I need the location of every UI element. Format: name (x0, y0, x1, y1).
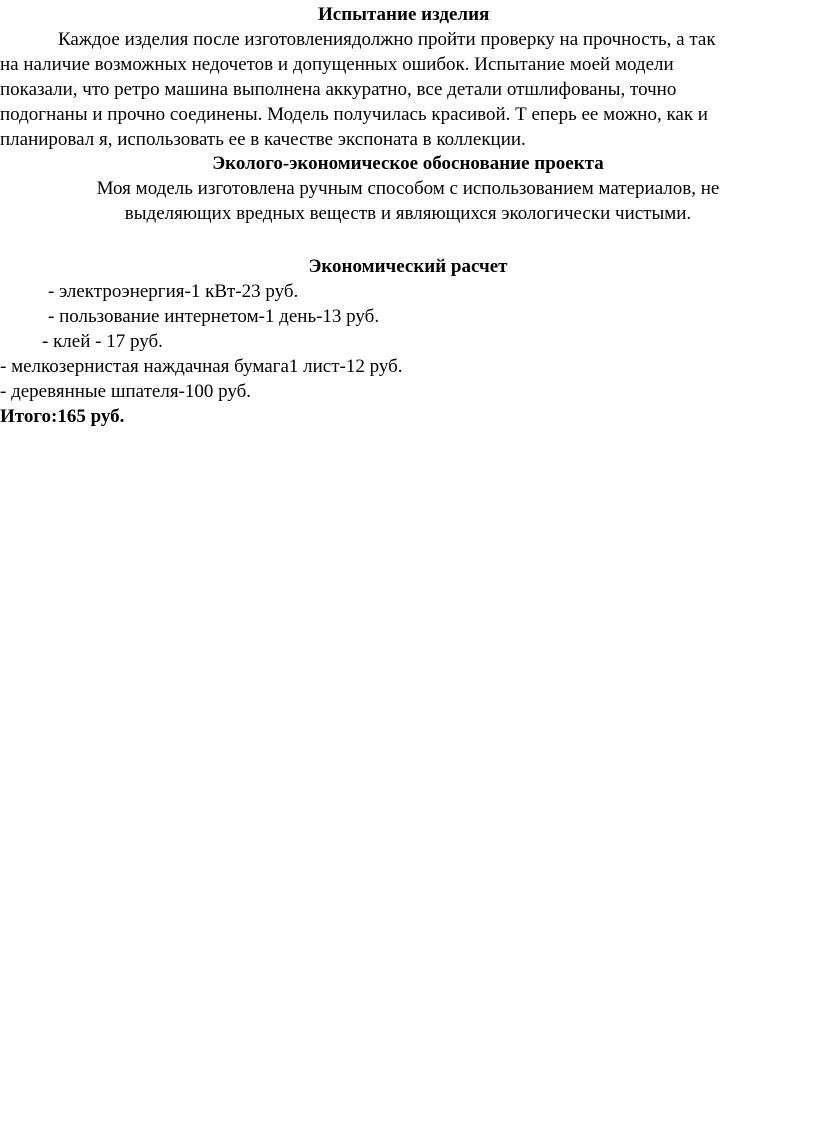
list-item: - деревянные шпателя-100 руб. (0, 381, 252, 402)
list-item: - мелкозернистая наждачная бумага1 лист-12 руб. (0, 356, 403, 377)
paragraph-line: Каждое изделия после изготовлениядолжно пройти проверку на прочность, а так (58, 29, 716, 50)
total-line: Итого:165 руб. (0, 406, 125, 427)
list-item: - клей - 17 руб. (42, 331, 163, 352)
list-item: - пользование интернетом-1 день-13 руб. (48, 306, 380, 327)
paragraph-line: планировал я, использовать ее в качестве экспоната в коллекции. (0, 129, 526, 150)
paragraph-line: Моя модель изготовлена ручным способом с использованием материалов, не (96, 178, 720, 199)
paragraph-line: на наличие возможных недочетов и допущенных ошибок. Испытание моей модели (0, 54, 674, 75)
section-heading-economic: Экономический расчет (308, 256, 508, 277)
list-item: - электроэнергия-1 кВт-23 руб. (48, 281, 299, 302)
paragraph-line: показали, что ретро машина выполнена аккуратно, все детали отшлифованы, точно (0, 79, 677, 100)
paragraph-line: выделяющих вредных веществ и являющихся экологически чистыми. (124, 203, 692, 224)
section-heading-eco: Эколого-экономическое обоснование проекта (212, 153, 604, 174)
section-heading-testing: Испытание изделия (318, 4, 490, 25)
paragraph-line: подогнаны и прочно соединены. Модель получилась красивой. Т еперь ее можно, как и (0, 104, 708, 125)
